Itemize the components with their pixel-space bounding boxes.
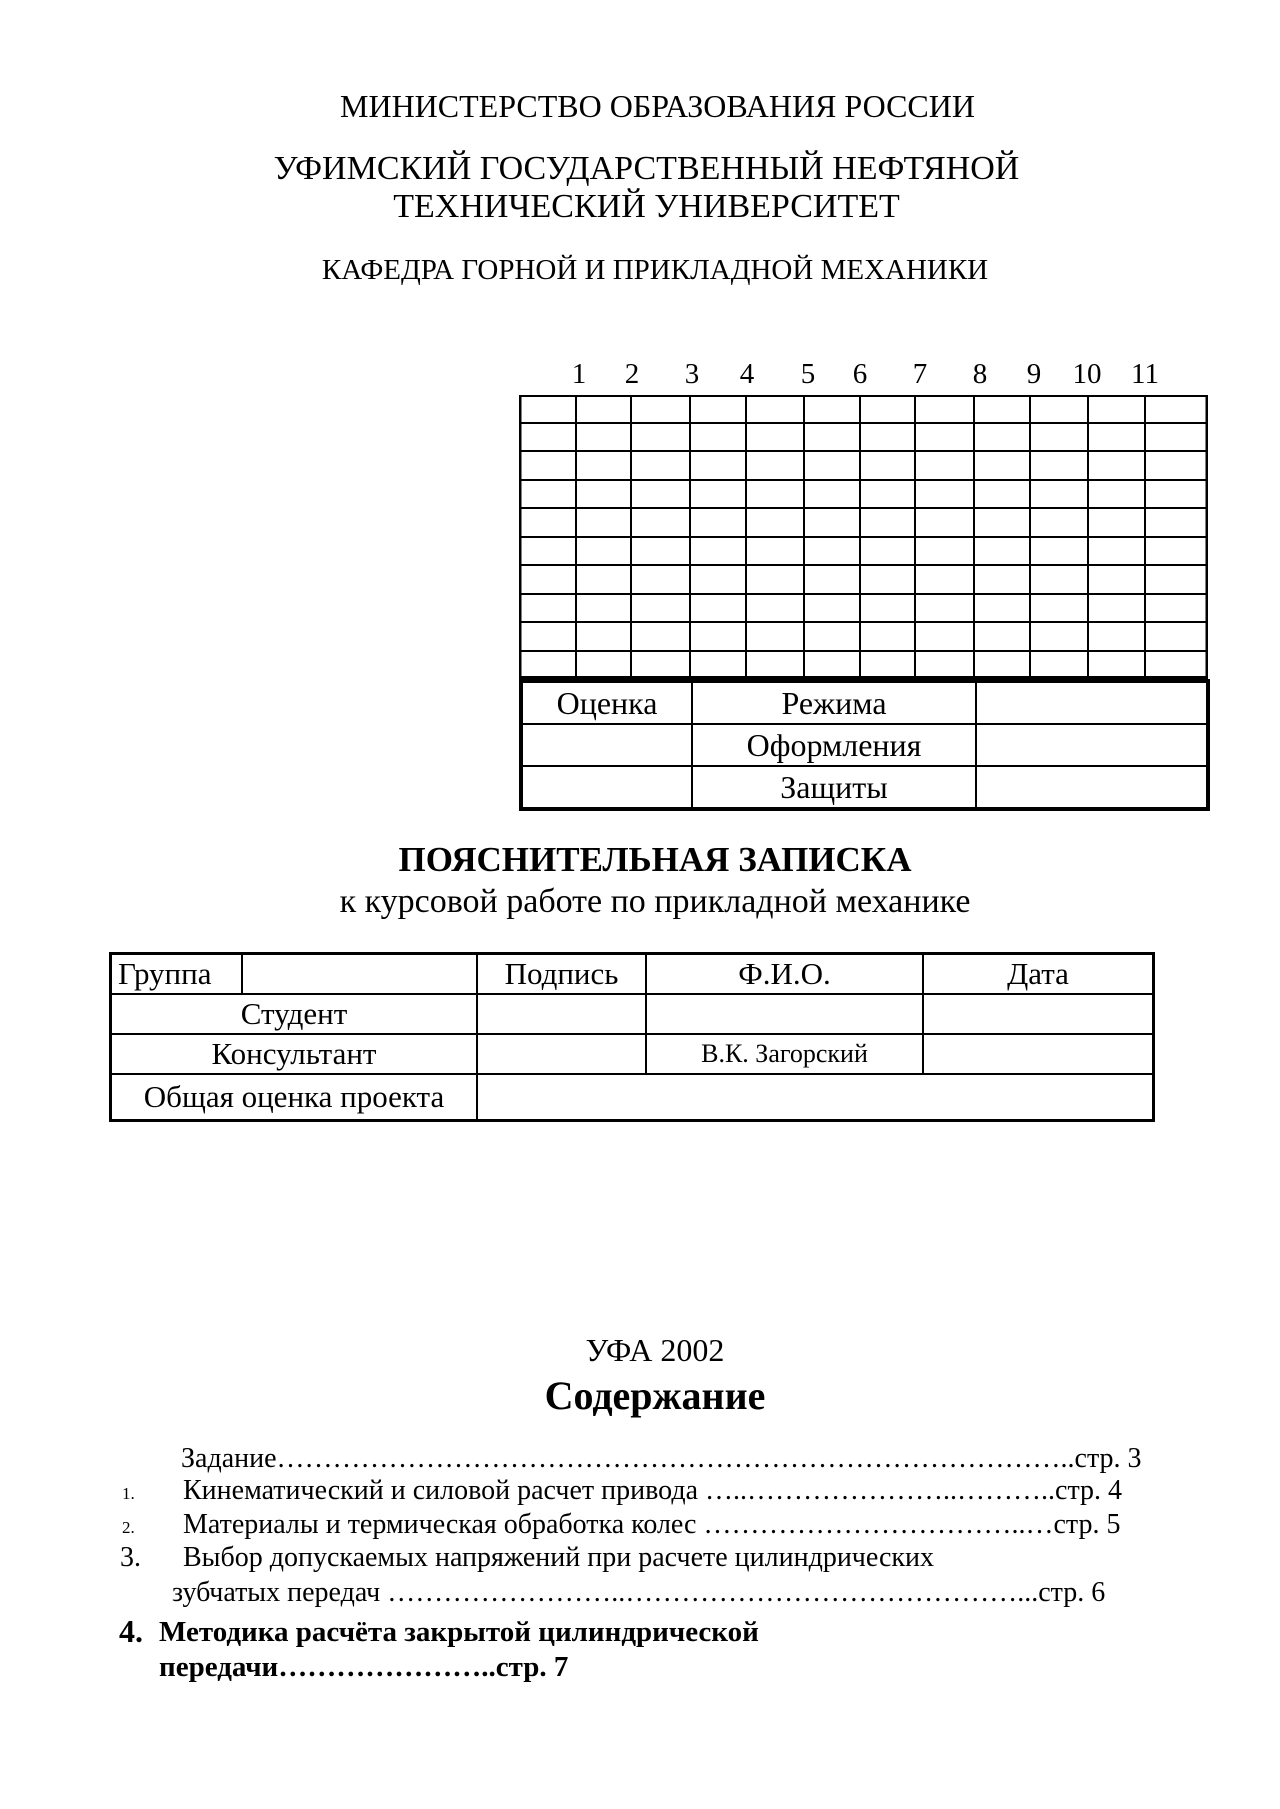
toc-item-3-line-2: зубчатых передач ……………………..……………………………………...стр. 6 [172,1577,1106,1608]
grid-col-number: 10 [1072,358,1102,390]
grade-row [521,681,1208,724]
toc-item-2-number: 2. [122,1518,135,1537]
grid-col-number: 2 [624,358,640,390]
city-year: УФА 2002 [585,1332,725,1368]
consultant-label: Консультант [111,1034,478,1074]
grade-value-cell[interactable] [976,724,1208,766]
grid-col-number: 8 [972,358,988,390]
name-header: Ф.И.О. [646,954,923,995]
consultant-date-cell[interactable] [923,1034,1154,1074]
student-name-cell[interactable] [646,994,923,1034]
university-line-1: УФИМСКИЙ ГОСУДАРСТВЕННЫЙ НЕФТЯНОЙ [273,150,1020,187]
grid-col-number: 1 [571,358,587,390]
document-title: ПОЯСНИТЕЛЬНАЯ ЗАПИСКА [398,840,912,879]
grid-col-number: 9 [1026,358,1042,390]
department-heading: КАФЕДРА ГОРНОЙ И ПРИКЛАДНОЙ МЕХАНИКИ [321,254,989,286]
grade-row-label: Защиты [692,766,976,809]
toc-item-1-number: 1. [122,1484,135,1503]
grid-col-number: 5 [800,358,816,390]
grade-empty-cell [521,724,692,766]
ministry-heading: МИНИСТЕРСТВО ОБРАЗОВАНИЯ РОССИИ [340,88,975,124]
toc-item-2: Материалы и термическая обработка колес ……………………………..…стр. 5 [183,1509,1121,1540]
grade-row [521,766,1208,809]
grade-row [521,724,1208,766]
signature-header: Подпись [477,954,646,995]
grade-label-cell: Оценка [521,681,692,724]
grid-col-number: 4 [739,358,755,390]
grade-table [519,679,1210,811]
grid-col-number: 7 [912,358,928,390]
student-signature-cell[interactable] [477,994,646,1034]
toc-item-4-number: 4. [119,1613,143,1649]
toc-task: Задание…………………………………………………………………………..стр. 3 [181,1443,1142,1474]
info-header-row [111,954,1154,995]
grid-col-number: 3 [684,358,700,390]
consultant-signature-cell[interactable] [477,1034,646,1074]
empty-grid-lines [519,395,1208,679]
grid-column-numbers [519,358,1209,394]
consultant-name: В.К. Загорский [646,1034,923,1074]
student-label: Студент [111,994,478,1034]
toc-item-4-line-2: передачи…………………..стр. 7 [159,1651,569,1683]
group-value-cell[interactable] [242,954,477,995]
toc-item-1: Кинематический и силовой расчет привода …..…………………..………..стр. 4 [183,1475,1123,1506]
grade-row-label: Режима [692,681,976,724]
grade-value-cell[interactable] [976,681,1208,724]
toc-item-4-line-1: Методика расчёта закрытой цилиндрической [159,1616,759,1648]
grade-row-label: Оформления [692,724,976,766]
grid-col-number: 6 [852,358,868,390]
group-label: Группа [111,954,243,995]
university-line-2: ТЕХНИЧЕСКИЙ УНИВЕРСИТЕТ [393,188,900,225]
overall-label: Общая оценка проекта [111,1074,478,1121]
consultant-row [111,1034,1154,1074]
grid-col-number: 11 [1131,358,1159,390]
university-heading [0,150,1280,226]
toc-title: Содержание [544,1373,766,1418]
overall-row [111,1074,1154,1121]
grade-empty-cell [521,766,692,809]
date-header: Дата [923,954,1154,995]
info-table [109,952,1155,1122]
document-subtitle: к курсовой работе по прикладной механике [339,883,971,920]
empty-grid [519,395,1208,679]
student-row [111,994,1154,1034]
toc-item-3-number: 3. [120,1542,141,1573]
student-date-cell[interactable] [923,994,1154,1034]
overall-value-cell[interactable] [477,1074,1154,1121]
grade-value-cell[interactable] [976,766,1208,809]
toc-item-3-line-1: Выбор допускаемых напряжений при расчете цилиндрических [183,1542,935,1573]
